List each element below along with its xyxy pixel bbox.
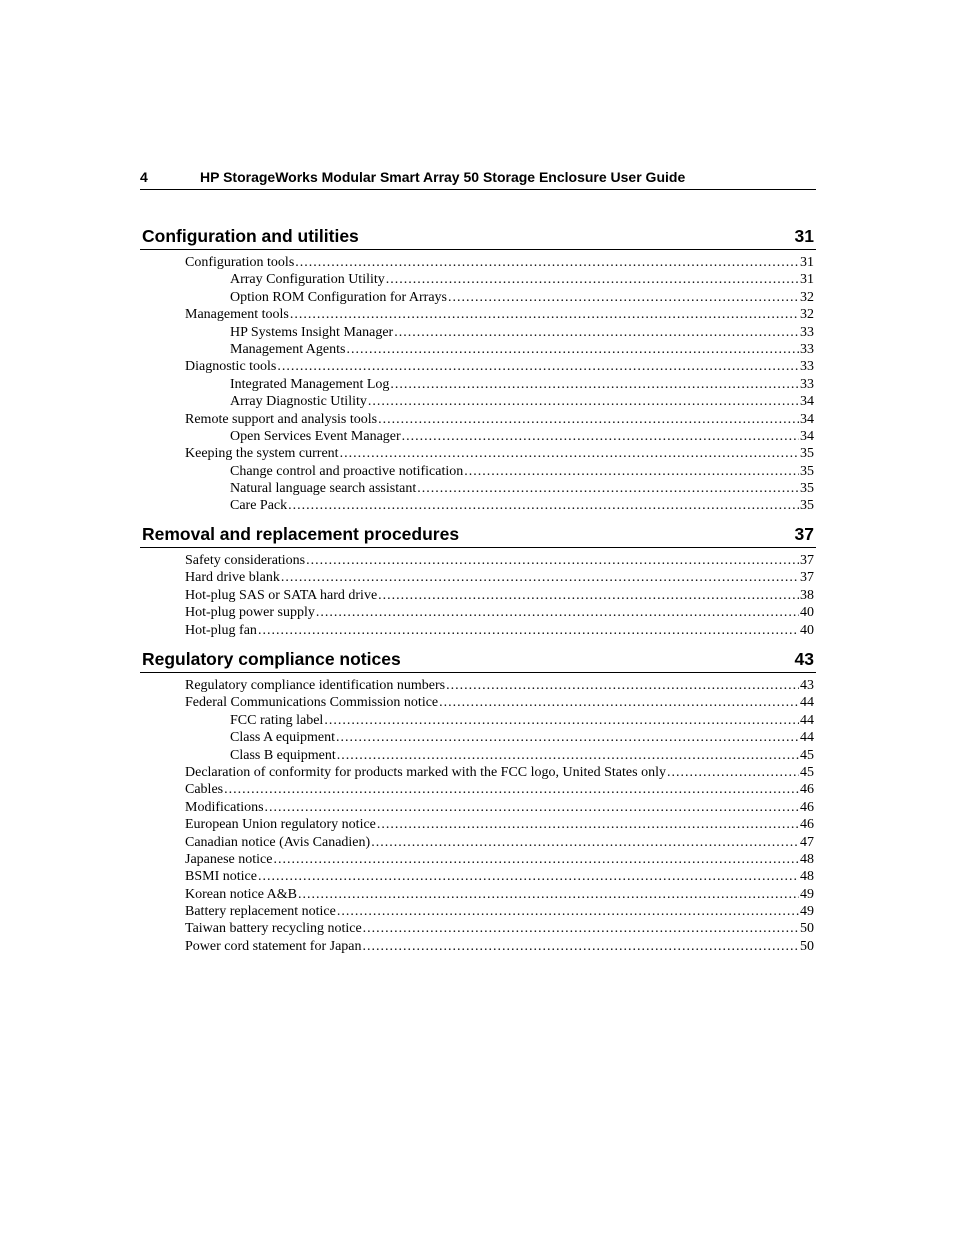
dot-leader bbox=[386, 271, 799, 288]
entry-label: Keeping the system current bbox=[185, 446, 339, 462]
toc-entry[interactable] bbox=[185, 886, 814, 903]
toc-subentry[interactable] bbox=[230, 729, 814, 746]
dot-leader bbox=[439, 694, 799, 711]
entry-page-number: 35 bbox=[800, 498, 814, 514]
toc-entry[interactable] bbox=[185, 764, 814, 781]
entry-label: Configuration tools bbox=[185, 255, 295, 270]
entry-label: Natural language search assistant bbox=[230, 481, 417, 497]
dot-leader bbox=[464, 463, 799, 480]
section-title: Regulatory compliance notices bbox=[142, 649, 401, 669]
entry-page-number: 33 bbox=[800, 359, 814, 375]
entry-label: Change control and proactive notification bbox=[230, 463, 464, 479]
entry-label: Array Diagnostic Utility bbox=[230, 394, 367, 410]
entry-page-number: 35 bbox=[800, 481, 814, 497]
entry-page-number: 34 bbox=[800, 411, 814, 427]
toc-entry[interactable] bbox=[185, 587, 814, 604]
entry-page-number: 45 bbox=[800, 764, 814, 780]
toc-subentry[interactable] bbox=[230, 271, 814, 288]
entry-page-number: 37 bbox=[800, 553, 814, 568]
section-page-number: 37 bbox=[794, 524, 814, 544]
entry-page-number: 48 bbox=[800, 869, 814, 885]
dot-leader bbox=[363, 920, 799, 937]
dot-leader bbox=[340, 445, 799, 462]
section-heading[interactable] bbox=[140, 648, 816, 673]
entry-page-number: 31 bbox=[800, 255, 814, 270]
toc-entry[interactable] bbox=[185, 938, 814, 955]
dot-leader bbox=[371, 834, 799, 851]
dot-leader bbox=[277, 358, 799, 375]
entry-page-number: 46 bbox=[800, 799, 814, 815]
toc-subentry[interactable] bbox=[230, 428, 814, 445]
entry-label: Modifications bbox=[185, 799, 264, 815]
dot-leader bbox=[295, 254, 799, 271]
toc-section bbox=[140, 648, 816, 955]
toc-subentry[interactable] bbox=[230, 497, 814, 514]
toc-entry[interactable] bbox=[185, 677, 814, 694]
entry-page-number: 32 bbox=[800, 307, 814, 323]
entry-label: European Union regulatory notice bbox=[185, 817, 376, 833]
entry-page-number: 33 bbox=[800, 341, 814, 357]
dot-leader bbox=[258, 868, 799, 885]
entry-label: Class A equipment bbox=[230, 730, 335, 746]
entry-page-number: 33 bbox=[800, 324, 814, 340]
entry-label: Array Configuration Utility bbox=[230, 272, 385, 288]
entry-page-number: 37 bbox=[800, 570, 814, 586]
toc-subentry[interactable] bbox=[230, 747, 814, 764]
dot-leader bbox=[298, 886, 799, 903]
dot-leader bbox=[337, 747, 799, 764]
entry-page-number: 31 bbox=[800, 272, 814, 288]
entry-label: Diagnostic tools bbox=[185, 359, 277, 375]
dot-leader bbox=[306, 552, 799, 569]
dot-leader bbox=[378, 411, 799, 428]
dot-leader bbox=[377, 816, 799, 833]
section-title: Configuration and utilities bbox=[142, 226, 359, 246]
entry-label: Battery replacement notice bbox=[185, 904, 336, 920]
entry-label: HP Systems Insight Manager bbox=[230, 324, 394, 340]
dot-leader bbox=[290, 306, 799, 323]
dot-leader bbox=[402, 428, 799, 445]
entry-label: Hot-plug SAS or SATA hard drive bbox=[185, 587, 378, 603]
dot-leader bbox=[368, 393, 799, 410]
entry-label: Federal Communications Commission notice bbox=[185, 695, 439, 711]
toc-entry[interactable] bbox=[185, 834, 814, 851]
entry-label: Hot-plug fan bbox=[185, 622, 257, 638]
entry-label: Care Pack bbox=[230, 498, 288, 514]
toc-subentry[interactable] bbox=[230, 463, 814, 480]
section-page-number: 31 bbox=[794, 226, 814, 246]
document-title: HP StorageWorks Modular Smart Array 50 Storage Enclosure User Guide bbox=[200, 169, 686, 185]
entry-page-number: 50 bbox=[800, 938, 814, 954]
dot-leader bbox=[224, 781, 799, 798]
dot-leader bbox=[281, 569, 799, 586]
dot-leader bbox=[273, 851, 799, 868]
toc-section bbox=[140, 523, 816, 639]
entry-label: Management tools bbox=[185, 307, 289, 323]
toc-subentry[interactable] bbox=[230, 393, 814, 410]
toc-entry[interactable] bbox=[185, 868, 814, 885]
entry-page-number: 47 bbox=[800, 834, 814, 850]
entry-label: Japanese notice bbox=[185, 851, 273, 867]
entry-label: BSMI notice bbox=[185, 869, 257, 885]
toc-entry[interactable] bbox=[185, 411, 814, 428]
entry-page-number: 48 bbox=[800, 851, 814, 867]
entry-page-number: 34 bbox=[800, 394, 814, 410]
entry-page-number: 40 bbox=[800, 605, 814, 621]
toc-subentry[interactable] bbox=[230, 289, 814, 306]
toc-section bbox=[140, 225, 816, 515]
dot-leader bbox=[324, 712, 799, 729]
entry-label: Canadian notice (Avis Canadien) bbox=[185, 834, 371, 850]
toc-entry[interactable] bbox=[185, 903, 814, 920]
toc-entry[interactable] bbox=[185, 604, 814, 621]
entry-label: Option ROM Configuration for Arrays bbox=[230, 289, 447, 305]
entry-label: Safety considerations bbox=[185, 553, 306, 568]
toc-subentry[interactable] bbox=[230, 480, 814, 497]
dot-leader bbox=[446, 677, 799, 694]
toc-entry[interactable] bbox=[185, 816, 814, 833]
section-heading[interactable] bbox=[140, 523, 816, 548]
dot-leader bbox=[394, 324, 799, 341]
entry-label: Management Agents bbox=[230, 341, 346, 357]
entry-label: Hard drive blank bbox=[185, 570, 280, 586]
dot-leader bbox=[390, 376, 799, 393]
running-header bbox=[140, 168, 816, 190]
entry-page-number: 33 bbox=[800, 376, 814, 392]
dot-leader bbox=[417, 480, 799, 497]
entry-page-number: 43 bbox=[800, 678, 814, 693]
entry-label: Korean notice A&B bbox=[185, 886, 297, 902]
entry-page-number: 44 bbox=[800, 695, 814, 711]
dot-leader bbox=[346, 341, 799, 358]
toc-subentry[interactable] bbox=[230, 376, 814, 393]
toc-subentry[interactable] bbox=[230, 324, 814, 341]
entry-page-number: 46 bbox=[800, 817, 814, 833]
section-heading[interactable] bbox=[140, 225, 816, 250]
toc-entry[interactable] bbox=[185, 552, 814, 569]
dot-leader bbox=[337, 903, 799, 920]
entry-label: Integrated Management Log bbox=[230, 376, 390, 392]
entry-label: Remote support and analysis tools bbox=[185, 411, 378, 427]
entry-label: Declaration of conformity for products marked with the FCC logo, United States only bbox=[185, 764, 666, 780]
entry-label: Regulatory compliance identification numbers bbox=[185, 678, 446, 693]
entry-page-number: 45 bbox=[800, 747, 814, 763]
dot-leader bbox=[363, 938, 800, 955]
dot-leader bbox=[288, 497, 799, 514]
toc-entry[interactable] bbox=[185, 569, 814, 586]
dot-leader bbox=[448, 289, 799, 306]
dot-leader bbox=[258, 622, 799, 639]
toc-entry[interactable] bbox=[185, 781, 814, 798]
entry-page-number: 40 bbox=[800, 622, 814, 638]
dot-leader bbox=[265, 799, 799, 816]
entry-page-number: 44 bbox=[800, 712, 814, 728]
entry-page-number: 49 bbox=[800, 904, 814, 920]
entry-page-number: 50 bbox=[800, 921, 814, 937]
dot-leader bbox=[378, 587, 799, 604]
entry-page-number: 34 bbox=[800, 428, 814, 444]
entry-label: FCC rating label bbox=[230, 712, 324, 728]
entry-label: Cables bbox=[185, 782, 224, 798]
toc-entry[interactable] bbox=[185, 799, 814, 816]
entry-page-number: 38 bbox=[800, 587, 814, 603]
dot-leader bbox=[336, 729, 799, 746]
entry-label: Hot-plug power supply bbox=[185, 605, 315, 621]
entry-page-number: 32 bbox=[800, 289, 814, 305]
entry-page-number: 35 bbox=[800, 446, 814, 462]
toc-entry[interactable] bbox=[185, 358, 814, 375]
toc-entry[interactable] bbox=[185, 254, 814, 271]
toc-entry[interactable] bbox=[185, 920, 814, 937]
dot-leader bbox=[316, 604, 799, 621]
toc-subentry[interactable] bbox=[230, 712, 814, 729]
entry-page-number: 49 bbox=[800, 886, 814, 902]
toc-subentry[interactable] bbox=[230, 341, 814, 358]
entry-label: Open Services Event Manager bbox=[230, 428, 401, 444]
toc-entry[interactable] bbox=[185, 622, 814, 639]
page-number: 4 bbox=[140, 169, 148, 185]
entry-page-number: 35 bbox=[800, 463, 814, 479]
toc-entry[interactable] bbox=[185, 851, 814, 868]
entry-page-number: 46 bbox=[800, 782, 814, 798]
section-page-number: 43 bbox=[794, 649, 814, 669]
toc-entry[interactable] bbox=[185, 306, 814, 323]
toc-entry[interactable] bbox=[185, 694, 814, 711]
entry-label: Class B equipment bbox=[230, 747, 336, 763]
section-title: Removal and replacement procedures bbox=[142, 524, 460, 544]
entry-label: Taiwan battery recycling notice bbox=[185, 921, 362, 937]
entry-label: Power cord statement for Japan bbox=[185, 938, 362, 954]
entry-page-number: 44 bbox=[800, 730, 814, 746]
dot-leader bbox=[667, 764, 799, 781]
toc-entry[interactable] bbox=[185, 445, 814, 462]
